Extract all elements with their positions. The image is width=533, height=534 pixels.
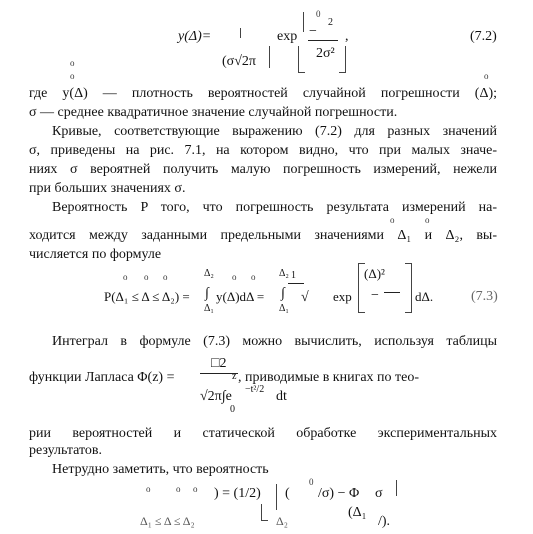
para3-line1: Вероятность P того, что погрешность результата измерений на- [52,200,497,215]
laplace-num: □2 [211,356,227,371]
eq73-mid: y(Δ)dΔ = [216,289,265,304]
eq73-frac-bar [288,283,304,284]
eq72-paren-right [339,46,346,73]
ring-mark: о [70,58,75,68]
eq73-paren-right [405,263,412,313]
eq72-paren-left [298,46,305,73]
para3-line2: ходится между заданными предельными значениями Δ₁ и Δ₂, вы- [29,228,497,243]
eq73-integral-1: ∫ [205,286,209,301]
ring-mark: о [390,215,395,225]
para1-line1: где y(Δ) — плотность вероятностей случайной погрешности (Δ); [29,86,497,101]
eq74-part2: /σ) − Φ [318,486,360,501]
eq74-sigma: σ [375,486,383,501]
eq73-integral-2: ∫ [281,286,285,301]
eq74-left: Δ₁ ≤ Δ ≤ Δ₂ [140,514,195,528]
ring-mark: о [193,484,198,494]
eq72-num: − [309,24,317,39]
eq73-lhs: P(Δ₁ ≤ Δ ≤ Δ₂) = [104,289,190,304]
para2-line3: ниях σ вероятней получить малую погрешность измерений, нежели [29,162,497,177]
ring-mark: о [146,484,151,494]
ring-mark: о [70,71,75,81]
eq74-bottom1: Δ₂ [276,514,288,528]
eq74-bottom2: (Δ₁ [348,505,367,520]
eq73-number: (7.3) [471,289,498,304]
laplace-before: функции Лапласа Φ(z) = [29,370,175,385]
para1-line2: σ — среднее квадратичное значение случайной погрешности. [29,105,398,120]
eq72-paren-top [303,12,305,32]
eq72-exp: exp [277,29,298,44]
eq74-bar-2 [396,480,398,496]
eq73-upper-limit-1: Δ₂ [204,268,214,279]
laplace-upper: z [232,371,237,382]
para2-line1: Кривые, соответствующие выражению (7.2) для разных значений [52,124,497,139]
eq73-exp: exp [333,289,352,304]
eq73-upper-limit-2: Δ₂ [279,268,289,279]
ring-mark: 0 [316,9,321,19]
eq73-lower-limit-2: Δ₁ [279,303,289,314]
eq72-coef: (σ√2π [222,54,256,69]
eq73-num: (Δ)² [364,266,385,281]
eq74-bracket [261,504,268,521]
eq72-den: 2σ² [316,46,335,61]
eq73-tail: dΔ. [415,289,434,304]
eq72-fraction-bar [308,40,338,41]
para6-line1: Нетрудно заметить, что вероятность [52,462,269,477]
eq73-sqrt: √ [301,290,309,305]
eq74-bar-1 [276,484,278,510]
ring-mark: о [123,272,128,282]
ring-mark: о [425,215,430,225]
laplace-den: √2π∫e [200,389,232,404]
ring-mark: о [484,71,489,81]
ring-mark: 0 [309,477,314,487]
eq73-den-bar [384,292,400,293]
ring-mark: о [251,272,256,282]
para2-line2: σ, приведены на рис. 7.1, на котором видно, что при малых значе- [29,143,497,158]
laplace-lower: 0 [230,404,235,415]
eq73-frac-top: 1 [291,270,296,281]
laplace-dt: dt [276,389,287,404]
eq72-bar [240,28,242,38]
eq73-minus: − [371,288,379,303]
para3-line3: числяется по формуле [29,247,162,262]
eq74-bottom3: /). [378,514,391,529]
eq72-num-sup: 2 [328,17,333,28]
eq72-coef-bar [269,46,271,68]
eq72-tail: , [345,29,349,44]
eq72-lhs: y(Δ)= [178,29,212,44]
laplace-after: , приводимые в книгах по тео- [238,370,420,385]
ring-mark: о [163,272,168,282]
para4-line1: Интеграл в формуле (7.3) можно вычислить, используя таблицы [52,334,497,349]
eq73-lower-limit-1: Δ₁ [204,303,214,314]
laplace-den-sup: −t²/2 [245,384,265,395]
ring-mark: о [144,272,149,282]
para2-line4: при больших значениях σ. [29,181,186,196]
eq74-mid: ) = (1/2) [214,486,261,501]
ring-mark: о [232,272,237,282]
para5-line2: результатов. [29,443,103,458]
para5-line1: рии вероятностей и статической обработке экспериментальных [29,426,497,441]
ring-mark: о [176,484,181,494]
eq74-part1: ( [285,486,290,501]
eq72-number: (7.2) [470,29,497,44]
